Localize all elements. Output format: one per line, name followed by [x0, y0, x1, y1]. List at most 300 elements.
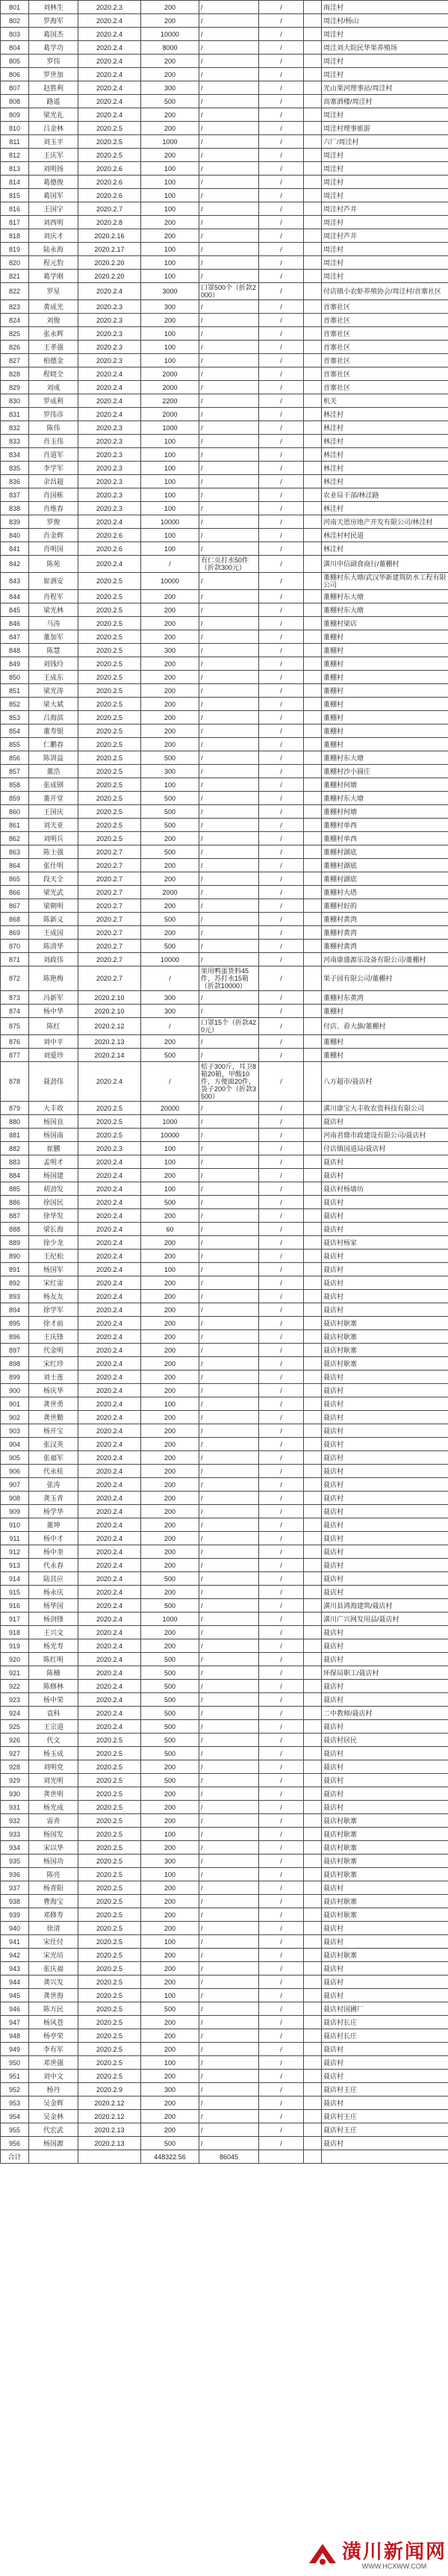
- donor-name-cell: 刘明党: [29, 1760, 78, 1774]
- table-row: [1, 953, 448, 966]
- donor-name-cell: 宋红雷: [29, 1276, 78, 1290]
- goods-description-cell: /: [199, 1881, 259, 1895]
- donor-name-cell: 张汉英: [29, 1438, 78, 1451]
- goods-description-cell: /: [199, 1935, 259, 1949]
- table-row: [1, 1962, 448, 1976]
- donor-name-cell: 吕海滨: [29, 711, 78, 724]
- extra-cell-cell: [304, 1330, 322, 1344]
- row-number-cell: 932: [1, 1814, 29, 1828]
- goods-description-cell: /: [199, 81, 259, 95]
- goods-description-cell: /: [199, 886, 259, 899]
- donation-date-cell: 2020.2.5: [78, 657, 141, 671]
- donor-name-cell: 代宏武: [29, 2123, 78, 2137]
- row-number-cell: 860: [1, 805, 29, 819]
- goods-value-cell: /: [259, 502, 304, 515]
- affiliation-cell: 聂店村: [322, 1747, 448, 1760]
- donation-date-cell: 2020.2.5: [78, 1868, 141, 1881]
- table-row: [1, 435, 448, 448]
- affiliation-cell: 聂店村: [322, 1586, 448, 1599]
- goods-value-cell: /: [259, 1276, 304, 1290]
- donation-amount-cell: 200: [141, 1787, 199, 1801]
- row-number-cell: 908: [1, 1492, 29, 1505]
- table-row: [1, 2002, 448, 2016]
- table-row: [1, 751, 448, 765]
- table-row: [1, 1639, 448, 1653]
- donor-name-cell: 邓修寿: [29, 1908, 78, 1922]
- affiliation-cell: 董棚村东大塘: [322, 603, 448, 617]
- donation-amount-cell: 200: [141, 314, 199, 327]
- row-number-cell: 817: [1, 216, 29, 229]
- donation-date-cell: 2020.2.17: [78, 243, 141, 256]
- affiliation-cell: 董棚村梁店: [322, 617, 448, 630]
- goods-value-cell: /: [259, 1841, 304, 1855]
- affiliation-cell: 聂店村: [322, 1774, 448, 1787]
- donation-date-cell: 2020.2.4: [78, 1559, 141, 1572]
- donor-name-cell: 程晓全: [29, 367, 78, 381]
- donation-date-cell: 2020.2.12: [78, 2097, 141, 2110]
- extra-cell-cell: [304, 1545, 322, 1559]
- table-row: [1, 394, 448, 408]
- extra-cell-cell: [304, 657, 322, 671]
- extra-cell-cell: [304, 2043, 322, 2056]
- goods-value-cell: /: [259, 711, 304, 724]
- donor-name-cell: 肖玉伟: [29, 435, 78, 448]
- donation-amount-cell: 500: [141, 751, 199, 765]
- affiliation-cell: 聂店村: [322, 1155, 448, 1169]
- goods-description-cell: /: [199, 899, 259, 913]
- table-row: [1, 644, 448, 657]
- row-number-cell: 805: [1, 55, 29, 68]
- row-number-cell: 873: [1, 991, 29, 1005]
- goods-description-cell: /: [199, 1357, 259, 1371]
- affiliation-cell: 聂店村耿寨: [322, 1868, 448, 1881]
- affiliation-cell: 聂店村: [322, 1478, 448, 1492]
- table-row: [1, 1653, 448, 1666]
- donor-name-cell: 李有军: [29, 2043, 78, 2056]
- watermark-text: [342, 2542, 447, 2570]
- donation-date-cell: 2020.2.4: [78, 1707, 141, 1720]
- goods-value-cell: /: [259, 926, 304, 940]
- donor-name-cell: 葛学刚: [29, 270, 78, 283]
- donation-amount-cell: 200: [141, 1236, 199, 1250]
- extra-cell-cell: [304, 1653, 322, 1666]
- extra-cell-cell: [304, 1814, 322, 1828]
- goods-description-cell: 口罩15个（折款420元）: [199, 1018, 259, 1035]
- affiliation-cell: 林洼村: [322, 408, 448, 421]
- table-row: [1, 300, 448, 314]
- row-number-cell: 825: [1, 327, 29, 341]
- row-number-cell: 914: [1, 1572, 29, 1586]
- donation-date-cell: 2020.2.5: [78, 751, 141, 765]
- donor-name-cell: 陈士强: [29, 845, 78, 859]
- row-number-cell: 922: [1, 1680, 29, 1693]
- donation-date-cell: 2020.2.3: [78, 354, 141, 367]
- goods-value-cell: /: [259, 1155, 304, 1169]
- donation-date-cell: 2020.2.6: [78, 189, 141, 202]
- row-number-cell: 836: [1, 475, 29, 488]
- donation-amount-cell: 200: [141, 872, 199, 886]
- row-number-cell: 845: [1, 603, 29, 617]
- total-label-cell: 合计: [1, 2150, 29, 2164]
- donation-amount-cell: 200: [141, 216, 199, 229]
- goods-description-cell: /: [199, 408, 259, 421]
- row-number-cell: 884: [1, 1169, 29, 1182]
- affiliation-cell: 董棚村黄湾: [322, 926, 448, 940]
- affiliation-cell: 聂店村: [322, 1976, 448, 1989]
- donation-date-cell: 2020.2.4: [78, 1062, 141, 1102]
- extra-cell-cell: [304, 1317, 322, 1330]
- row-number-cell: 931: [1, 1801, 29, 1814]
- table-row: [1, 488, 448, 502]
- row-number-cell: 923: [1, 1693, 29, 1707]
- affiliation-cell: 董棚村好的: [322, 899, 448, 913]
- donation-amount-cell: 500: [141, 95, 199, 108]
- goods-description-cell: /: [199, 108, 259, 122]
- donation-amount-cell: 1000: [141, 421, 199, 435]
- affiliation-cell: 付店、孬大旗/董棚村: [322, 1018, 448, 1035]
- donation-amount-cell: 200: [141, 1908, 199, 1922]
- extra-cell-cell: [304, 2029, 322, 2043]
- extra-cell-cell: [304, 1760, 322, 1774]
- news-logo-icon: [306, 2541, 339, 2571]
- extra-cell-cell: [304, 845, 322, 859]
- row-number-cell: 893: [1, 1290, 29, 1303]
- extra-cell-cell: [304, 2083, 322, 2097]
- donation-date-cell: 2020.2.5: [78, 792, 141, 805]
- affiliation-cell: 林洼村: [322, 502, 448, 515]
- goods-description-cell: /: [199, 1626, 259, 1639]
- row-number-cell: 955: [1, 2123, 29, 2137]
- row-number-cell: 903: [1, 1424, 29, 1438]
- affiliation-cell: 聂店村: [322, 1276, 448, 1290]
- row-number-cell: 818: [1, 229, 29, 243]
- row-number-cell: 933: [1, 1828, 29, 1841]
- donation-amount-cell: 500: [141, 913, 199, 926]
- goods-description-cell: /: [199, 1680, 259, 1693]
- goods-value-cell: /: [259, 189, 304, 202]
- table-row: [1, 2097, 448, 2110]
- row-number-cell: 840: [1, 529, 29, 542]
- goods-value-cell: /: [259, 1868, 304, 1881]
- donor-name-cell: 杨亭荣: [29, 2029, 78, 2043]
- donor-name-cell: 梁长海: [29, 1223, 78, 1236]
- extra-cell-cell: [304, 859, 322, 872]
- affiliation-cell: 聂店村杨墙坊: [322, 1182, 448, 1196]
- donation-date-cell: 2020.2.4: [78, 1236, 141, 1250]
- donation-date-cell: 2020.2.4: [78, 1357, 141, 1371]
- goods-value-cell: /: [259, 1639, 304, 1653]
- goods-description-cell: /: [199, 805, 259, 819]
- donation-amount-cell: 500: [141, 1049, 199, 1062]
- extra-cell-cell: [304, 738, 322, 751]
- donation-amount-cell: 2000: [141, 886, 199, 899]
- donor-name-cell: 罗成利: [29, 394, 78, 408]
- table-row: [1, 81, 448, 95]
- extra-cell-cell: [304, 1223, 322, 1236]
- goods-description-cell: /: [199, 341, 259, 354]
- affiliation-cell: 聂店村: [322, 1411, 448, 1424]
- goods-value-cell: /: [259, 805, 304, 819]
- row-number-cell: 925: [1, 1720, 29, 1734]
- row-number-cell: 809: [1, 108, 29, 122]
- table-row: [1, 1478, 448, 1492]
- affiliation-cell: 聂店村: [322, 1545, 448, 1559]
- table-row: [1, 724, 448, 738]
- goods-description-cell: /: [199, 1841, 259, 1855]
- goods-value-cell: /: [259, 1707, 304, 1720]
- extra-cell-cell: [304, 28, 322, 41]
- extra-cell-cell: [304, 122, 322, 135]
- donor-name-cell: 曹海宝: [29, 1895, 78, 1908]
- donation-date-cell: 2020.2.4: [78, 1371, 141, 1384]
- donation-date-cell: 2020.2.5: [78, 1949, 141, 1962]
- table-row: [1, 1357, 448, 1371]
- donation-date-cell: 2020.2.4: [78, 515, 141, 529]
- table-row: [1, 421, 448, 435]
- goods-value-cell: /: [259, 1774, 304, 1787]
- donor-name-cell: 杨开宝: [29, 1424, 78, 1438]
- donor-name-cell: 陈艳梅: [29, 966, 78, 991]
- row-number-cell: 889: [1, 1236, 29, 1250]
- donor-name-cell: 杨中奎: [29, 1545, 78, 1559]
- donor-name-cell: 王兴文: [29, 1626, 78, 1639]
- donor-name-cell: 董坤: [29, 1518, 78, 1532]
- donation-amount-cell: 100: [141, 176, 199, 189]
- donation-date-cell: 2020.2.3: [78, 314, 141, 327]
- donation-date-cell: 2020.2.4: [78, 1572, 141, 1586]
- donor-name-cell: 陈红明: [29, 1653, 78, 1666]
- donation-date-cell: 2020.2.20: [78, 256, 141, 270]
- donor-name-cell: 王孝强: [29, 341, 78, 354]
- row-number-cell: 871: [1, 953, 29, 966]
- goods-value-cell: /: [259, 1, 304, 14]
- goods-value-cell: /: [259, 55, 304, 68]
- goods-value-cell: /: [259, 1344, 304, 1357]
- goods-value-cell: /: [259, 1005, 304, 1018]
- extra-cell-cell: [304, 1049, 322, 1062]
- donation-date-cell: 2020.2.4: [78, 1586, 141, 1599]
- donor-name-cell: 代金明: [29, 1344, 78, 1357]
- goods-description-cell: /: [199, 421, 259, 435]
- goods-value-cell: /: [259, 1908, 304, 1922]
- donor-name-cell: 徐华发: [29, 1209, 78, 1223]
- goods-value-cell: /: [259, 1330, 304, 1344]
- row-number-cell: 824: [1, 314, 29, 327]
- donor-name-cell: 杨国军: [29, 1263, 78, 1276]
- goods-description-cell: /: [199, 1005, 259, 1018]
- row-number-cell: 913: [1, 1559, 29, 1572]
- donation-amount-cell: 200: [141, 698, 199, 711]
- donor-name-cell: 陆永海: [29, 243, 78, 256]
- goods-value-cell: /: [259, 738, 304, 751]
- donation-amount-cell: 200: [141, 859, 199, 872]
- row-number-cell: 877: [1, 1049, 29, 1062]
- extra-cell-cell: [304, 1263, 322, 1276]
- goods-description-cell: /: [199, 1209, 259, 1223]
- table-row: [1, 1989, 448, 2002]
- table-row: [1, 1720, 448, 1734]
- goods-description-cell: /: [199, 1102, 259, 1115]
- donor-name-cell: 肖维春: [29, 502, 78, 515]
- goods-value-cell: /: [259, 751, 304, 765]
- table-row: [1, 1344, 448, 1357]
- row-number-cell: 930: [1, 1787, 29, 1801]
- goods-description-cell: /: [199, 1760, 259, 1774]
- table-row: [1, 872, 448, 886]
- extra-cell-cell: [304, 1182, 322, 1196]
- table-row: [1, 711, 448, 724]
- donor-name-cell: 葛国杰: [29, 28, 78, 41]
- affiliation-cell: 聂店村: [322, 1263, 448, 1276]
- table-row: [1, 1303, 448, 1317]
- affiliation-cell: 聂店村: [322, 1787, 448, 1801]
- donor-name-cell: 董加军: [29, 630, 78, 644]
- table-row: [1, 1182, 448, 1196]
- donor-name-cell: 柏德金: [29, 354, 78, 367]
- affiliation-cell: 聂店村耿寨: [322, 1908, 448, 1922]
- row-number-cell: 953: [1, 2097, 29, 2110]
- table-row: [1, 529, 448, 542]
- donation-date-cell: 2020.2.5: [78, 1881, 141, 1895]
- goods-description-cell: /: [199, 1049, 259, 1062]
- row-number-cell: 804: [1, 41, 29, 55]
- row-number-cell: 883: [1, 1155, 29, 1169]
- donation-date-cell: 2020.2.5: [78, 603, 141, 617]
- donor-name-cell: 徐清: [29, 1922, 78, 1935]
- extra-cell-cell: [304, 408, 322, 421]
- donation-date-cell: 2020.2.5: [78, 1841, 141, 1855]
- donor-name-cell: 张仕明: [29, 859, 78, 872]
- extra-cell-cell: [304, 1828, 322, 1841]
- extra-cell-cell: [304, 1478, 322, 1492]
- goods-value-cell: /: [259, 573, 304, 590]
- donation-date-cell: 2020.2.5: [78, 778, 141, 792]
- row-number-cell: 807: [1, 81, 29, 95]
- extra-cell-cell: [304, 135, 322, 149]
- extra-cell-cell: [304, 81, 322, 95]
- goods-value-cell: /: [259, 1653, 304, 1666]
- row-number-cell: 901: [1, 1397, 29, 1411]
- table-row: [1, 1613, 448, 1626]
- affiliation-cell: 聂店村: [322, 2043, 448, 2056]
- donation-amount-cell: 200: [141, 1976, 199, 1989]
- row-number-cell: 924: [1, 1707, 29, 1720]
- donation-date-cell: 2020.2.4: [78, 367, 141, 381]
- goods-value-cell: /: [259, 913, 304, 926]
- donation-amount-cell: 200: [141, 1559, 199, 1572]
- goods-description-cell: /: [199, 1653, 259, 1666]
- affiliation-cell: 聂店村: [322, 1680, 448, 1693]
- donation-date-cell: 2020.2.5: [78, 1855, 141, 1868]
- extra-cell-cell: [304, 832, 322, 845]
- goods-description-cell: /: [199, 1949, 259, 1962]
- donation-amount-cell: 10000: [141, 1129, 199, 1142]
- affiliation-cell: 聂店村: [322, 1720, 448, 1734]
- donation-date-cell: 2020.2.7: [78, 899, 141, 913]
- donation-date-cell: 2020.2.4: [78, 68, 141, 81]
- donation-amount-cell: 500: [141, 805, 199, 819]
- donor-name-cell: 杨中才: [29, 1532, 78, 1545]
- donor-name-cell: 杨光寿: [29, 1639, 78, 1653]
- extra-cell-cell: [304, 475, 322, 488]
- donation-amount-cell: 200: [141, 1478, 199, 1492]
- goods-description-cell: /: [199, 1868, 259, 1881]
- row-number-cell: 936: [1, 1868, 29, 1881]
- extra-cell-cell: [304, 176, 322, 189]
- goods-description-cell: /: [199, 1707, 259, 1720]
- extra-cell-cell: [304, 617, 322, 630]
- goods-value-cell: /: [259, 162, 304, 176]
- goods-value-cell: /: [259, 408, 304, 421]
- extra-cell-cell: [304, 1976, 322, 1989]
- goods-description-cell: /: [199, 617, 259, 630]
- table-row: [1, 1935, 448, 1949]
- donor-name-cell: 刘政伟: [29, 953, 78, 966]
- affiliation-cell: 周洼村: [322, 176, 448, 189]
- affiliation-cell: 果子园有限公司/董棚村: [322, 966, 448, 991]
- goods-value-cell: /: [259, 435, 304, 448]
- affiliation-cell: 二中教师/聂店村: [322, 1707, 448, 1720]
- goods-value-cell: /: [259, 421, 304, 435]
- donor-name-cell: 杨中华: [29, 1005, 78, 1018]
- table-row: [1, 462, 448, 475]
- goods-value-cell: /: [259, 819, 304, 832]
- goods-description-cell: /: [199, 1545, 259, 1559]
- goods-description-cell: /: [199, 778, 259, 792]
- goods-value-cell: /: [259, 2070, 304, 2083]
- row-number-cell: 806: [1, 68, 29, 81]
- goods-value-cell: /: [259, 1115, 304, 1129]
- extra-cell-cell: [304, 792, 322, 805]
- row-number-cell: 854: [1, 724, 29, 738]
- goods-description-cell: /: [199, 1666, 259, 1680]
- goods-description-cell: /: [199, 448, 259, 462]
- donation-date-cell: 2020.2.7: [78, 845, 141, 859]
- donation-date-cell: 2020.2.10: [78, 991, 141, 1005]
- goods-value-cell: /: [259, 1397, 304, 1411]
- row-number-cell: 874: [1, 1005, 29, 1018]
- donation-amount-cell: 200: [141, 832, 199, 845]
- donor-name-cell: 雷青: [29, 1814, 78, 1828]
- donation-date-cell: 2020.2.5: [78, 671, 141, 684]
- donor-name-cell: 梁光武: [29, 886, 78, 899]
- donation-date-cell: 2020.2.5: [78, 765, 141, 778]
- table-row: [1, 2083, 448, 2097]
- extra-cell-cell: [304, 1384, 322, 1397]
- affiliation-cell: 董棚村何塘: [322, 778, 448, 792]
- donation-date-cell: 2020.2.4: [78, 394, 141, 408]
- donation-date-cell: 2020.2.4: [78, 1545, 141, 1559]
- goods-description-cell: /: [199, 1720, 259, 1734]
- donor-name-cell: 龚世勤: [29, 1411, 78, 1424]
- extra-cell-cell: [304, 991, 322, 1005]
- goods-value-cell: /: [259, 872, 304, 886]
- donation-amount-cell: 1000: [141, 1115, 199, 1129]
- donation-date-cell: 2020.2.4: [78, 95, 141, 108]
- donation-date-cell: 2020.2.5: [78, 1734, 141, 1747]
- table-row: [1, 1317, 448, 1330]
- donation-amount-cell: 200: [141, 1465, 199, 1478]
- donor-name-cell: 张庆福: [29, 1962, 78, 1976]
- table-row: [1, 41, 448, 55]
- donation-date-cell: 2020.2.3: [78, 300, 141, 314]
- donation-date-cell: 2020.2.5: [78, 1935, 141, 1949]
- donation-date-cell: 2020.2.14: [78, 1049, 141, 1062]
- donation-amount-cell: 300: [141, 1005, 199, 1018]
- donation-amount-cell: 100: [141, 341, 199, 354]
- row-number-cell: 847: [1, 630, 29, 644]
- donation-amount-cell: 200: [141, 1424, 199, 1438]
